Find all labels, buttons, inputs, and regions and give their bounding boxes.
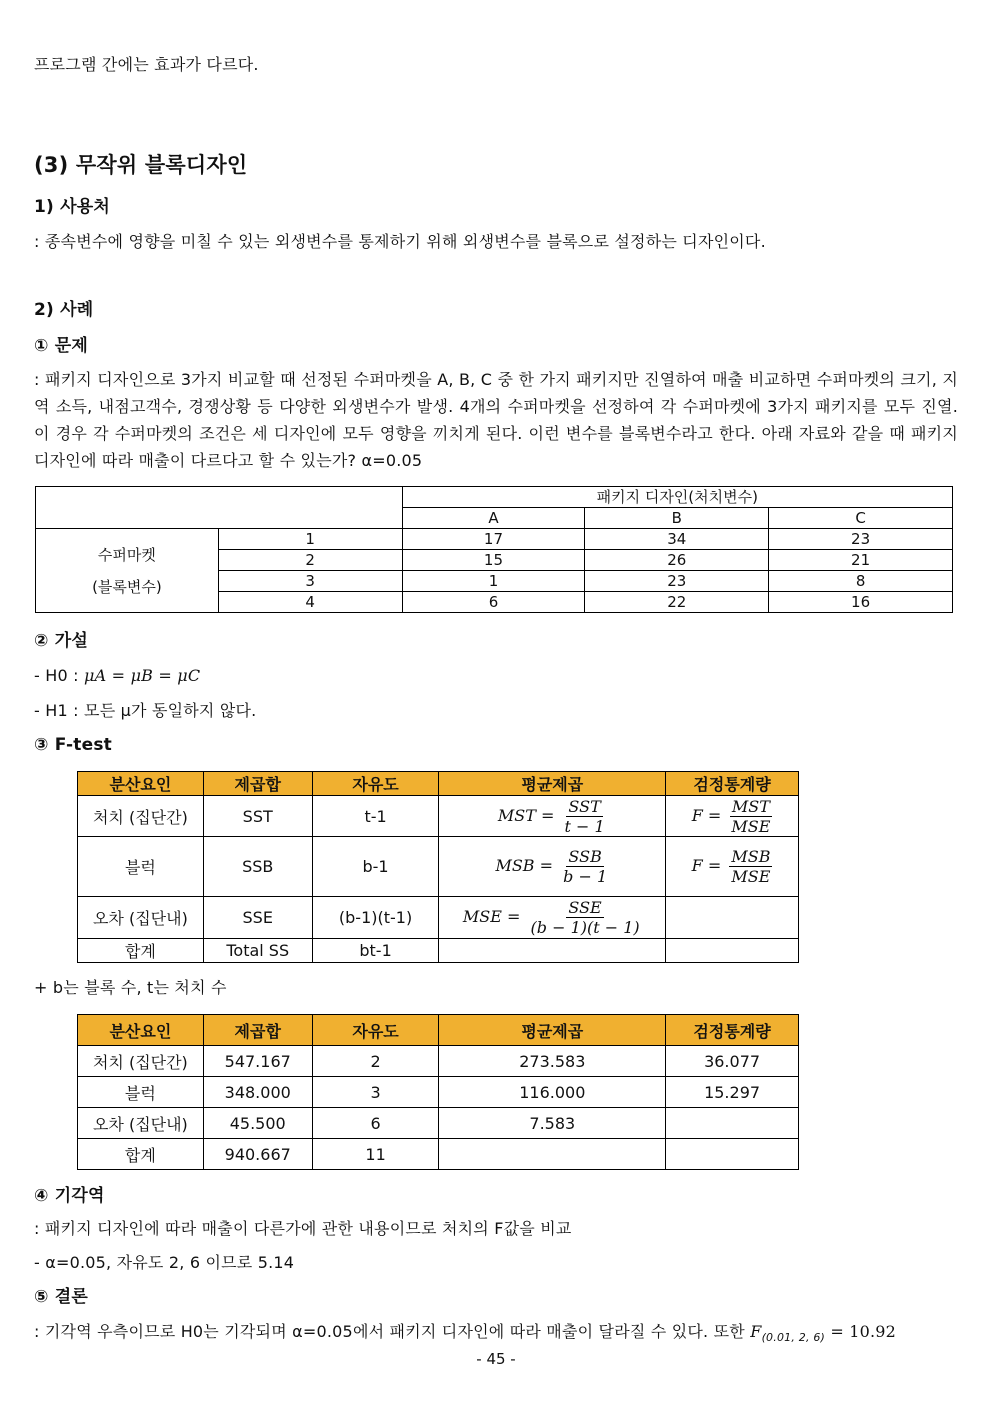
section-title: (3) 무작위 블록디자인 [34, 153, 248, 177]
ms-formula-cell [439, 796, 666, 837]
table-cell: 오차 (집단내) [78, 1108, 204, 1139]
header-ss: 제곱합 [203, 772, 312, 796]
header-ss: 제곱합 [203, 1015, 312, 1046]
ms-numerator: SSB [568, 847, 602, 866]
ss-cell: SST [203, 796, 312, 837]
conclusion-line [34, 1322, 896, 1344]
ms-cell-empty [439, 939, 666, 963]
conclusion-formula-main: F [750, 1322, 762, 1341]
conclusion-formula-value: = 10.92 [825, 1322, 897, 1341]
h0-line [34, 666, 200, 686]
h1-line: - H1 : 모든 μ가 동일하지 않다. [34, 701, 257, 720]
ms-fraction [561, 847, 609, 886]
row-id: 3 [218, 571, 402, 592]
ms-fraction [562, 797, 606, 836]
row-id: 2 [218, 550, 402, 571]
df-cell: (b-1)(t-1) [312, 897, 439, 939]
page-number: - 45 - [476, 1350, 516, 1368]
f-fraction [729, 797, 772, 836]
ms-lhs: MSE = [462, 907, 521, 926]
table-cell: 21 [769, 550, 953, 571]
critical-title: ④ 기각역 [34, 1186, 105, 1206]
table-cell: 547.167 [203, 1046, 312, 1077]
table-cell: 블럭 [78, 1077, 204, 1108]
table-cell: 16 [769, 592, 953, 613]
f-fraction [729, 847, 772, 886]
table-cell: 940.667 [203, 1139, 312, 1170]
table-cell [439, 1139, 666, 1170]
row-id: 1 [218, 529, 402, 550]
critical-text-1: : 패키지 디자인에 따라 매출이 다른가에 관한 내용이므로 처치의 F값을 비교 [34, 1219, 572, 1238]
ss-cell: Total SS [203, 939, 312, 963]
table-cell [666, 1139, 799, 1170]
ms-numerator: SSE [568, 898, 602, 917]
table-cell: 합계 [78, 1139, 204, 1170]
df-cell: b-1 [312, 837, 439, 897]
table-cell: 15.297 [666, 1077, 799, 1108]
table-cell: 34 [585, 529, 769, 550]
hypothesis-title: ② 가설 [34, 631, 88, 651]
ms-lhs: MST = [497, 805, 555, 825]
source-cell: 블럭 [78, 837, 204, 897]
table-cell: 6 [312, 1108, 439, 1139]
table-cell: 3 [312, 1077, 439, 1108]
f-numerator: MST [731, 796, 770, 816]
table-cell: 15 [402, 550, 585, 571]
header-source: 분산요인 [78, 1015, 204, 1046]
df-cell: t-1 [312, 796, 439, 837]
ftest-title: ③ F-test [34, 735, 112, 755]
treatment-group-header: 패키지 디자인(처치변수) [402, 487, 952, 508]
ms-denominator: b − 1 [563, 867, 608, 886]
column-header: C [769, 508, 953, 529]
ss-cell: SSB [203, 837, 312, 897]
usage-text: : 종속변수에 영향을 미칠 수 있는 외생변수를 통제하기 위해 외생변수를 블록으로 설정하는 디자인이다. [34, 232, 766, 251]
ms-numerator: SST [568, 796, 601, 816]
table-cell: 26 [585, 550, 769, 571]
ss-cell: SSE [203, 897, 312, 939]
table-cell: 23 [585, 571, 769, 592]
f-formula-cell-empty [666, 897, 799, 939]
ms-formula-cell [439, 837, 666, 897]
anova-formula-table [77, 771, 799, 963]
header-df: 자유도 [312, 1015, 439, 1046]
source-cell: 오차 (집단내) [78, 897, 204, 939]
ms-denominator: t − 1 [564, 816, 605, 836]
column-header: B [585, 508, 769, 529]
block-variable-label [36, 529, 219, 613]
column-header: A [402, 508, 585, 529]
table-cell: 36.077 [666, 1046, 799, 1077]
table-cell: 17 [402, 529, 585, 550]
conclusion-text: : 기각역 우측이므로 H0는 기각되며 α=0.05에서 패키지 디자인에 따라 매출이 달라질 수 있다. 또한 [34, 1322, 745, 1341]
table-cell: 6 [402, 592, 585, 613]
ms-formula-cell [439, 897, 666, 939]
h0-formula: μA = μB = μC [84, 666, 201, 685]
table-corner-cell [36, 487, 403, 529]
header-f: 검정통계량 [666, 772, 799, 796]
example-title: 2) 사례 [34, 300, 94, 320]
table-cell [666, 1108, 799, 1139]
problem-title: ① 문제 [34, 336, 88, 356]
table-cell: 8 [769, 571, 953, 592]
header-ms: 평균제곱 [439, 1015, 666, 1046]
block-label-line-2: (블록변수) [92, 577, 162, 596]
table-cell: 11 [312, 1139, 439, 1170]
table-cell: 23 [769, 529, 953, 550]
table-cell: 처치 (집단간) [78, 1046, 204, 1077]
table-cell: 273.583 [439, 1046, 666, 1077]
ms-lhs: MSB = [495, 856, 554, 875]
f-denominator: MSE [731, 816, 771, 836]
table-cell: 22 [585, 592, 769, 613]
f-lhs: F = [691, 805, 722, 825]
df-cell: bt-1 [312, 939, 439, 963]
block-label-line-1: 수퍼마켓 [97, 545, 156, 564]
table-cell: 2 [312, 1046, 439, 1077]
ms-fraction [529, 898, 642, 937]
table-cell: 348.000 [203, 1077, 312, 1108]
f-denominator: MSE [731, 867, 771, 886]
table-cell: 1 [402, 571, 585, 592]
table-cell: 45.500 [203, 1108, 312, 1139]
source-cell: 합계 [78, 939, 204, 963]
f-formula-cell [666, 796, 799, 837]
sales-data-table [35, 486, 953, 613]
conclusion-title: ⑤ 결론 [34, 1287, 88, 1307]
f-numerator: MSB [731, 847, 771, 866]
f-lhs: F = [691, 856, 722, 875]
note-text: + b는 블록 수, t는 처치 수 [34, 978, 227, 997]
ms-denominator: (b − 1)(t − 1) [530, 918, 640, 937]
header-df: 자유도 [312, 772, 439, 796]
table-cell: 7.583 [439, 1108, 666, 1139]
conclusion-formula-sub: (0.01, 2, 6) [761, 1331, 826, 1344]
f-formula-cell [666, 837, 799, 897]
problem-text: : 패키지 디자인으로 3가지 비교할 때 선정된 수퍼마켓을 A, B, C 중 한 가지 패키지만 진열하여 매출 비교하면 수퍼마켓의 크기, 지역 소득, 내점고객수, 경쟁상황 등 다양한 외생변수가 발생. 4개의 수퍼마켓을 선정하여 각 수퍼마켓에 3가지 패키지를 모두 진열. 이 경우 각 수퍼마켓의 조건은 세 디자인에 모두 영향을 끼치게 된다. 이런 변수를 블록변수라고 한다. 아래 자료와 같을 때 패키지 디자인에 따라 매출이 다르다고 할 수 있는가? α=0.05 [34, 370, 958, 470]
top-line: 프로그램 간에는 효과가 다르다. [34, 55, 259, 74]
critical-text-2: - α=0.05, 자유도 2, 6 이므로 5.14 [34, 1253, 295, 1272]
row-id: 4 [218, 592, 402, 613]
table-cell: 116.000 [439, 1077, 666, 1108]
f-cell-empty [666, 939, 799, 963]
source-cell: 처치 (집단간) [78, 796, 204, 837]
header-ms: 평균제곱 [439, 772, 666, 796]
h0-prefix: - H0 : [34, 666, 85, 685]
usage-title: 1) 사용처 [34, 197, 110, 217]
header-source: 분산요인 [78, 772, 204, 796]
anova-value-table [77, 1014, 799, 1170]
header-f: 검정통계량 [666, 1015, 799, 1046]
